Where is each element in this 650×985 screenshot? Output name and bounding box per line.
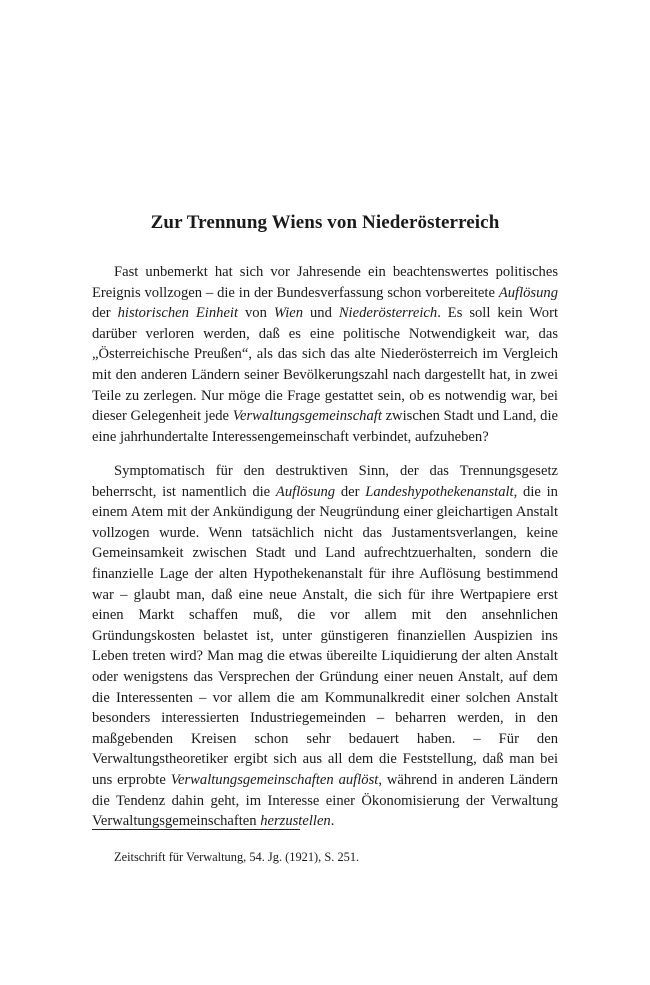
text-run: . (330, 813, 335, 830)
text-run: Symptomatisch für den destruktiven Sinn, der das Trennungsgesetz beherrscht, ist namentlich die (92, 463, 558, 500)
body-paragraph-2 (92, 461, 558, 832)
text-run: und (303, 305, 339, 322)
text-run: , die in einem Atem mit der Ankündigung der Neugründung einer gleichartigen Anstalt vollzogen wurde. Wenn tatsächlich nicht das Justamentsverlangen, keine Gemeinsamkeit zwischen Stadt und Land aufrechtzuerhalten, sondern die finanzielle Lage der alten Hypothekenanstalt für ihre Auflösung bestimmend war – glaubt man, daß eine neue Anstalt, die sich für ihre Wertpapiere erst einen Markt schaffen muß, die vor allem mit den ansehnlichen Gründungskosten belastet ist, unter günstigeren finanziellen Auspizien ins Leben treten wird? Man mag die etwas übereilte Liquidierung der alten Anstalt oder wenigstens das Versprechen der Gründung einer neuen Anstalt, auf dem die Interessenten – vor allem die am Kommunalkredit einer solchen Anstalt besonders interessierten Industriegemeinden – beharren werden, in den maßgebenden Kreisen schon sehr bedauert haben. – Für den Verwaltungstheoretiker ergibt sich aus all dem die Feststellung, daß man bei uns erprobte (92, 483, 558, 788)
text-run: der (92, 305, 118, 322)
footnote-divider (92, 829, 300, 830)
italic-text: historischen Einheit (117, 305, 239, 322)
italic-text: Verwaltungsgemeinschaft (232, 408, 382, 425)
italic-text: Wien (273, 305, 304, 322)
italic-text: Verwaltungsgemeinschaften auflöst (170, 771, 379, 788)
italic-text: Auflösung (498, 284, 558, 301)
text-run: , während in anderen Ländern die Tendenz dahin geht, im Interesse einer Ökonomisierung der Verwaltung Verwaltungsgemeinschaften (92, 771, 558, 830)
italic-text: Landeshypothekenanstalt (365, 483, 514, 500)
body-paragraph-1 (92, 262, 558, 447)
document-page (92, 0, 558, 985)
italic-text: Auflösung (275, 483, 336, 500)
italic-text: Niederösterreich (338, 305, 438, 322)
text-run: der (335, 483, 366, 500)
italic-text: herzustellen (260, 813, 331, 830)
text-run: . Es soll kein Wort darüber verloren werden, daß es eine politische Notwendigkeit war, das „Österreichische Preußen“, als das sich das alte Niederösterreich im Vergleich mit den anderen Ländern seiner Bevölkerungszahl nach dargestellt hat, in zwei Teile zu zerlegen. Nur möge die Frage gestattet sein, ob es notwendig war, bei dieser Gelegenheit jede (92, 305, 558, 425)
article-title: Zur Trennung Wiens von Niederösterreich (150, 212, 500, 233)
footnote-citation: Zeitschrift für Verwaltung, 54. Jg. (1921), S. 251. (114, 850, 360, 864)
text-run: zwischen Stadt und Land, die eine jahrhundertalte Interessengemeinschaft verbindet, aufzuheben? (92, 408, 558, 445)
text-run: Fast unbemerkt hat sich vor Jahresende ein beachtenswertes politisches Ereignis vollzogen – die in der Bundesverfassung schon vorbereitete (92, 264, 558, 301)
text-run: von (238, 305, 274, 322)
